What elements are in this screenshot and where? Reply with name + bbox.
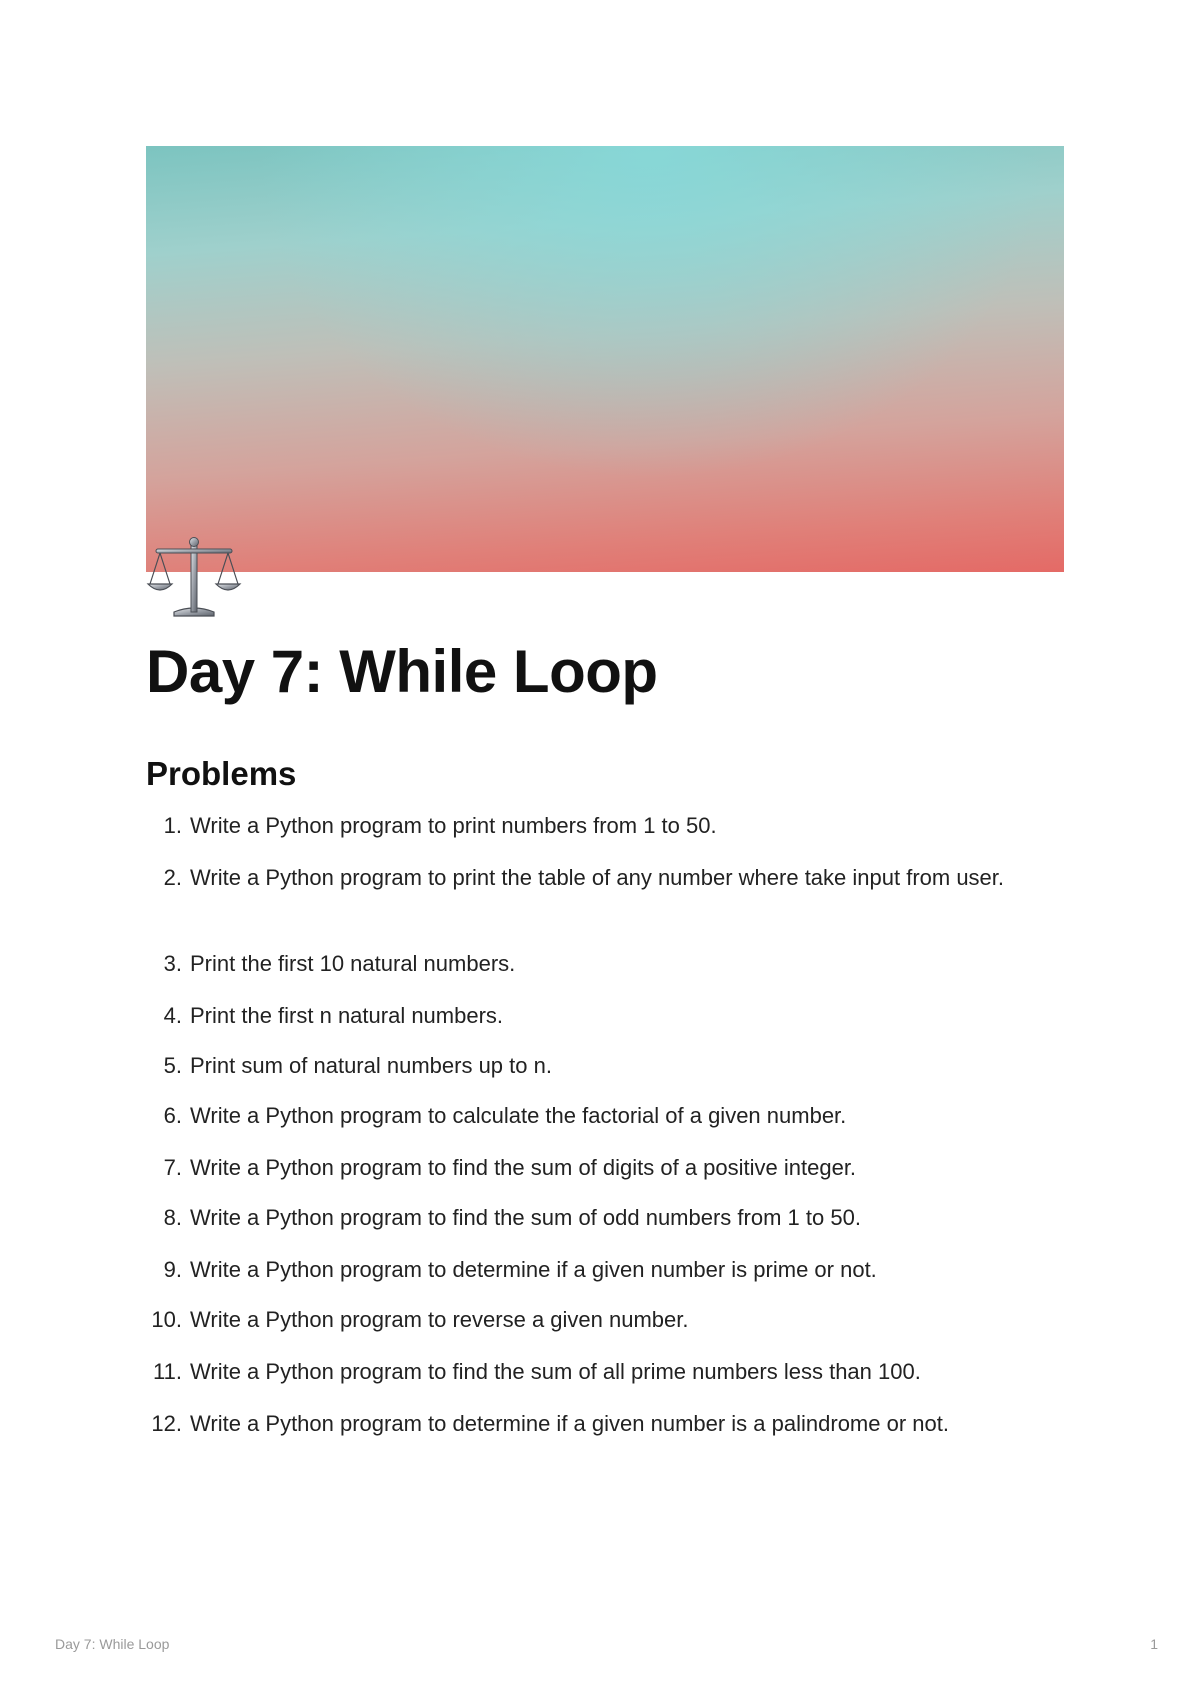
list-item xyxy=(146,946,1064,982)
list-item-text: Write a Python program to calculate the factorial of a given number. xyxy=(190,1103,847,1128)
footer-title: Day 7: While Loop xyxy=(55,1636,170,1652)
list-item xyxy=(146,1354,1064,1390)
list-item-text: Print sum of natural numbers up to n. xyxy=(190,1053,552,1078)
list-item-number: 1. xyxy=(163,813,182,838)
list-item-text: Write a Python program to determine if a given number is prime or not. xyxy=(190,1257,877,1282)
list-item-text: Write a Python program to find the sum of odd numbers from 1 to 50. xyxy=(190,1205,861,1230)
list-item-text: Write a Python program to print the table of any number where take input from user. xyxy=(190,865,1005,890)
list-item-text: Write a Python program to find the sum of all prime numbers less than 100. xyxy=(190,1359,921,1384)
list-item-number: 11. xyxy=(153,1359,182,1384)
list-item-number: 3. xyxy=(163,951,182,976)
list-item xyxy=(146,1200,1064,1236)
balance-scale-icon xyxy=(146,532,242,622)
list-item-number: 7. xyxy=(163,1155,182,1180)
list-item-number: 6. xyxy=(163,1103,182,1128)
list-item xyxy=(146,998,1064,1034)
list-item xyxy=(146,1150,1064,1186)
list-item-number: 12. xyxy=(151,1411,182,1436)
list-item-number: 8. xyxy=(163,1205,182,1230)
list-item xyxy=(146,1302,1064,1338)
page-title: Day 7: While Loop xyxy=(146,638,658,705)
list-item-text: Write a Python program to print numbers from 1 to 50. xyxy=(190,813,717,838)
list-item xyxy=(146,1252,1064,1288)
list-item-number: 10. xyxy=(151,1307,182,1332)
list-item xyxy=(146,860,1064,896)
cover-image xyxy=(146,146,1064,572)
list-item-number: 5. xyxy=(163,1053,182,1078)
list-item xyxy=(146,1048,1064,1084)
list-item-text: Write a Python program to reverse a given number. xyxy=(190,1307,689,1332)
list-item-text: Print the first n natural numbers. xyxy=(190,1003,504,1028)
list-item-number: 2. xyxy=(163,865,182,890)
list-item-text: Write a Python program to find the sum of digits of a positive integer. xyxy=(190,1155,857,1180)
list-item-text: Print the first 10 natural numbers. xyxy=(190,951,516,976)
list-item xyxy=(146,808,1064,844)
list-item xyxy=(146,1406,1064,1442)
list-item xyxy=(146,1098,1064,1134)
list-item-text: Write a Python program to determine if a given number is a palindrome or not. xyxy=(190,1411,949,1436)
list-item-number: 4. xyxy=(163,1003,182,1028)
footer-page-number: 1 xyxy=(1150,1636,1158,1652)
list-item-number: 9. xyxy=(163,1257,182,1282)
section-heading-problems: Problems xyxy=(146,755,297,792)
